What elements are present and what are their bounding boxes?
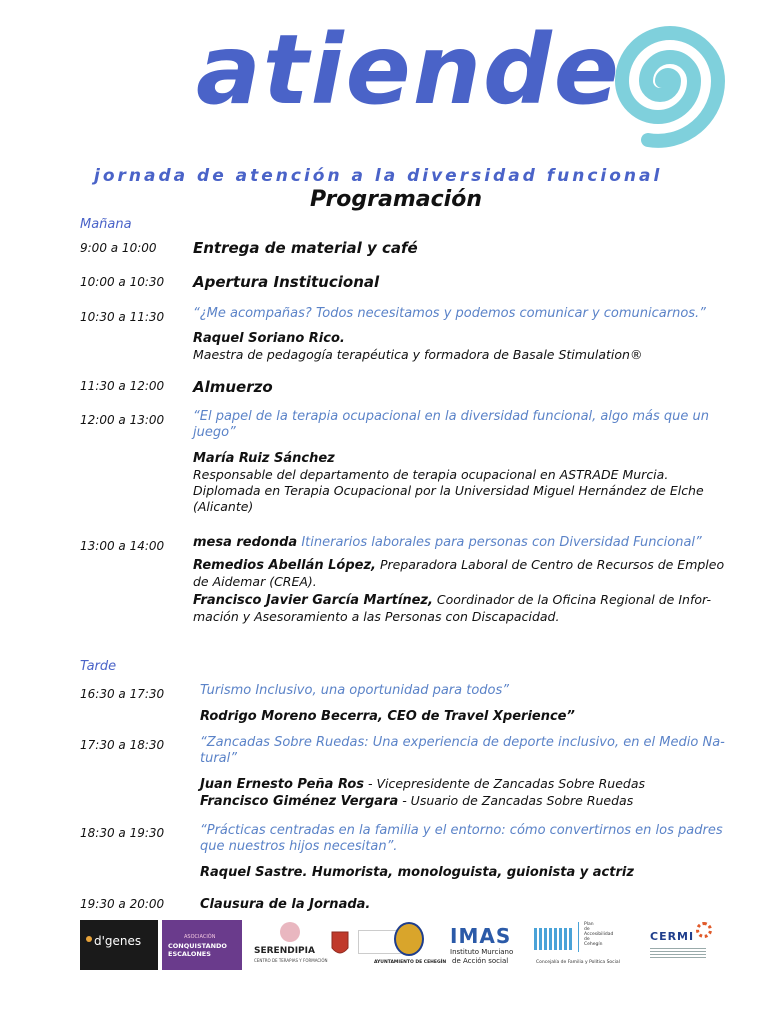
talk-title-line: “El papel de la terapia ocupacional en la diversidad funcional, algo más que un xyxy=(193,409,709,424)
logo-conquistando-text: CONQUISTANDO ESCALONES xyxy=(168,942,227,958)
logo-conquistando-top: ASOCIACIÓN xyxy=(184,934,216,940)
talk-title: Itinerarios laborales para personas con Diversidad Funcional” xyxy=(301,535,702,550)
agenda-item-title: Apertura Institucional xyxy=(193,273,380,291)
cermi-ring-icon xyxy=(696,922,712,938)
plan-line: de xyxy=(584,927,590,932)
talk-title: Turismo Inclusivo, una oportunidad para todos” xyxy=(200,683,510,698)
time-slot: 10:00 a 10:30 xyxy=(80,275,165,289)
logo-dgenes xyxy=(80,920,158,970)
time-slot: 16:30 a 17:30 xyxy=(80,687,165,701)
speaker-description: de Aidemar (CREA). xyxy=(193,574,317,589)
agenda-item xyxy=(193,306,733,363)
closing-title: Clausura de la Jornada. xyxy=(200,897,371,912)
time-slot: 12:00 a 13:00 xyxy=(80,413,165,427)
agenda-item-title: Almuerzo xyxy=(193,378,273,396)
speaker-description: - Usuario de Zancadas Sobre Ruedas xyxy=(398,793,634,808)
program-title: Programación xyxy=(310,187,482,212)
serendipia-icon xyxy=(280,922,300,942)
logo-plan-text xyxy=(584,922,613,947)
plan-line: Accesibilidad xyxy=(584,932,614,937)
logo-conquistando-escalones xyxy=(162,920,242,970)
time-slot: 9:00 a 10:00 xyxy=(80,241,157,255)
logo-imas-text: IMAS xyxy=(450,924,512,948)
cermi-small-text-icon xyxy=(650,948,706,960)
event-subtitle: jornada de atención a la diversidad funcional xyxy=(94,166,663,186)
section-afternoon: Tarde xyxy=(80,659,117,674)
speaker-name: Rodrigo Moreno Becerra, CEO de Travel Xperience” xyxy=(200,709,575,724)
logo-plan-accesibilidad xyxy=(530,920,638,970)
event-logo-title: atiende xyxy=(196,14,621,126)
agenda-item xyxy=(200,823,740,881)
talk-title-line: que nuestros hijos necesitan”. xyxy=(200,839,398,854)
time-slot: 13:00 a 14:00 xyxy=(80,539,165,553)
logo-serendipia-text: SERENDIPIA xyxy=(254,946,315,956)
logo-dgenes-text: d'genes xyxy=(94,934,142,948)
logo-cermi-text: CERMI xyxy=(650,930,695,943)
time-slot: 10:30 a 11:30 xyxy=(80,310,165,324)
spiral-logo-icon xyxy=(590,6,746,156)
talk-title-line: juego” xyxy=(193,425,236,440)
speaker-name: Francisco Javier García Martínez, xyxy=(193,593,433,608)
talk-title: “¿Me acompañas? Todos necesitamos y podemos comunicar y comunicarnos.” xyxy=(193,306,706,321)
agenda-item xyxy=(193,409,733,515)
speaker-name: María Ruiz Sánchez xyxy=(193,451,335,466)
logo-serendipia-sub: CENTRO DE TERAPIAS Y FORMACIÓN xyxy=(254,958,328,963)
agenda-item xyxy=(200,683,740,725)
logo-imas xyxy=(446,920,526,970)
speaker-description: mación y Asesoramiento a las Personas con Discapacidad. xyxy=(193,609,560,624)
time-slot: 11:30 a 12:00 xyxy=(80,379,165,393)
time-slot: 18:30 a 19:30 xyxy=(80,826,165,840)
agenda-item xyxy=(193,535,733,625)
dot-icon xyxy=(86,936,92,942)
speaker-description: Coordinador de la Oficina Regional de Infor- xyxy=(432,592,711,607)
speaker-name: Francisco Giménez Vergara xyxy=(200,794,399,809)
speaker-description: Diplomada en Terapia Ocupacional por la Universidad Miguel Hernández de Elche xyxy=(193,483,704,498)
logo-imas-sub: de Acción social xyxy=(452,957,509,965)
speaker-description: - Vicepresidente de Zancadas Sobre Ruedas xyxy=(364,776,645,791)
logo-plan-sub: Concejalía de Familia y Política Social xyxy=(536,960,620,965)
divider xyxy=(578,922,579,952)
logo-serendipia xyxy=(254,920,330,970)
time-slot: 17:30 a 18:30 xyxy=(80,738,165,752)
agenda-item-title: Entrega de material y café xyxy=(193,239,418,257)
talk-title-line: “Prácticas centradas en la familia y el entorno: cómo convertirnos en los padres xyxy=(200,823,723,838)
speaker-description: Maestra de pedagogía terapéutica y formadora de Basale Stimulation® xyxy=(193,347,643,362)
logo-imas-sub: Instituto Murciano xyxy=(450,948,514,956)
time-slot: 19:30 a 20:00 xyxy=(80,897,165,911)
speaker-name: Remedios Abellán López, xyxy=(193,558,376,573)
speaker-name: Raquel Soriano Rico. xyxy=(193,331,345,346)
section-morning: Mañana xyxy=(80,217,132,232)
plan-line: de xyxy=(584,937,590,942)
plan-line: Cehegín xyxy=(584,942,603,947)
coat-of-arms-icon xyxy=(330,920,352,970)
talk-title-line: tural” xyxy=(200,751,237,766)
talk-title-line: “Zancadas Sobre Ruedas: Una experiencia de deporte inclusivo, en el Medio Na- xyxy=(200,735,725,750)
agenda-item xyxy=(200,735,740,810)
round-table-label: mesa redonda xyxy=(193,535,298,550)
speaker-name: Raquel Sastre. Humorista, monologuista, guionista y actriz xyxy=(200,865,634,880)
seal-icon xyxy=(394,922,424,956)
logo-ayuntamiento-text: AYUNTAMIENTO DE CEHEGÍN xyxy=(374,960,447,965)
speaker-name: Juan Ernesto Peña Ros xyxy=(200,777,364,792)
speaker-description: (Alicante) xyxy=(193,499,254,514)
sponsor-logos xyxy=(78,920,718,970)
speaker-description: Responsable del departamento de terapia ocupacional en ASTRADE Murcia. xyxy=(193,467,669,482)
speaker-description: Preparadora Laboral de Centro de Recursos de Empleo xyxy=(376,557,725,572)
building-icon xyxy=(534,928,572,950)
logo-ayuntamiento xyxy=(374,920,447,970)
logo-cermi xyxy=(648,920,714,970)
plan-line: Plan xyxy=(584,922,594,927)
